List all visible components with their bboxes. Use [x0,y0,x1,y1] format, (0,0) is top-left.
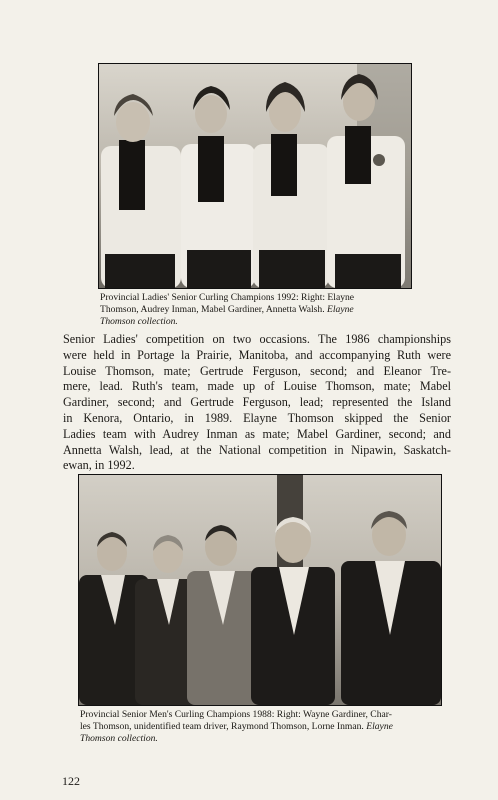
bottom-caption-line-2: les Thomson, unidentified team driver, Raymond Thomson, Lorne Inman. [80,721,364,732]
body-line-5: Gardiner, second; and Gertrude Ferguson, lead; represented the Island [63,395,451,410]
body-line-6: in Kenora, Ontario, in 1989. Elayne Thomson skipped the Senior [63,410,451,425]
bottom-caption-credit-1: Elayne [366,721,393,732]
top-caption-line-1: Provincial Ladies' Senior Curling Champions 1992: Right: Elayne [100,292,355,303]
body-line-3: Louise Thomson, mate; Gertrude Ferguson, second; and Eleanor Tre- [63,363,451,378]
bottom-caption-line-1: Provincial Senior Men's Curling Champions 1988: Right: Wayne Gardiner, Char- [80,709,392,720]
body-line-8: Annetta Walsh, lead, at the National competition in Nipawin, Saskatch- [63,442,451,457]
bottom-caption-credit-2: Thomson collection. [80,733,158,744]
body-line-4: mere, lead. Ruth's team, made up of Louise Thomson, mate; Mabel [63,379,451,394]
body-line-9: ewan, in 1992. [63,458,135,473]
body-line-1: Senior Ladies' competition on two occasions. The 1986 championships [63,332,451,346]
body-line-7: Ladies team with Audrey Inman as mate; Mabel Gardiner, second; and [63,426,451,441]
top-caption-line-2: Thomson, Audrey Inman, Mabel Gardiner, Annetta Walsh. [100,304,325,315]
ladies-team-photo [98,63,412,289]
mens-team-photo [78,474,442,706]
top-caption-credit-2: Thomson collection. [100,316,178,327]
bottom-photo-caption [80,709,440,745]
body-line-2: were held in Portage la Prairie, Manitoba, and accompanying Ruth were [63,347,451,362]
body-paragraph [63,332,451,474]
page-number: 122 [62,774,80,788]
top-caption-credit-1: Elayne [327,304,354,315]
top-photo-caption [100,292,418,328]
